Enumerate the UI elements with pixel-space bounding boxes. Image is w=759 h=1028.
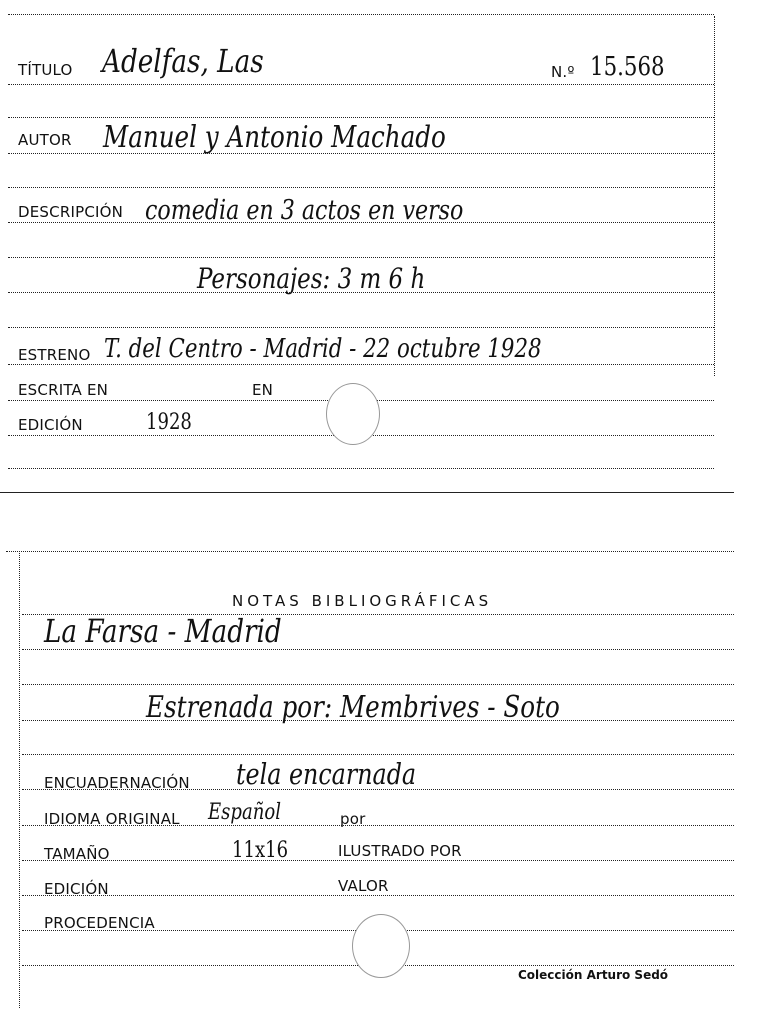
tamano-value: 11x16 (232, 838, 289, 863)
procedencia-label: PROCEDENCIA (44, 914, 155, 932)
edicion-label: EDICIÓN (44, 880, 109, 898)
notas-heading: NOTAS BIBLIOGRÁFICAS (232, 592, 493, 610)
ruled-line (8, 364, 714, 365)
por-label: por (340, 810, 366, 828)
edicion-label: EDICIÓN (18, 416, 83, 434)
card-top-border (6, 551, 734, 552)
ruled-line (22, 684, 734, 685)
ruled-line (8, 187, 714, 188)
idioma-original-value: Español (208, 800, 281, 825)
note-line-2: Estrenada por: Membrives - Soto (146, 690, 560, 725)
encuadernacion-value: tela encarnada (236, 757, 417, 791)
en-label: EN (252, 381, 274, 399)
ruled-line (22, 754, 734, 755)
ruled-line (8, 257, 714, 258)
ruled-line (8, 327, 714, 328)
personajes-value: Personajes: 3 m 6 h (197, 262, 426, 295)
idioma-original-label: IDIOMA ORIGINAL (44, 810, 180, 828)
ruled-line (8, 468, 714, 469)
valor-label: VALOR (338, 877, 389, 895)
card-top-border (8, 14, 714, 15)
encuadernacion-label: ENCUADERNACIÓN (44, 774, 190, 792)
estreno-label: ESTRENO (18, 346, 91, 364)
autor-value: Manuel y Antonio Machado (103, 120, 446, 155)
ruled-line (8, 84, 714, 85)
ruled-line (8, 117, 714, 118)
tamano-label: TAMAÑO (44, 845, 110, 863)
descripcion-label: DESCRIPCIÓN (18, 203, 124, 221)
autor-label: AUTOR (18, 131, 72, 149)
escrita-en-label: ESCRITA EN (18, 381, 109, 399)
numero-label: N.º (551, 63, 575, 81)
punch-hole (326, 383, 380, 445)
titulo-value: Adelfas, Las (102, 42, 264, 80)
ilustrado-por-label: ILUSTRADO POR (338, 842, 462, 860)
card-bottom-edge (0, 492, 734, 493)
punch-hole (352, 914, 410, 978)
numero-value: 15.568 (590, 52, 665, 82)
edicion-value: 1928 (146, 410, 192, 435)
ruled-line (22, 860, 734, 861)
card-left-border (19, 553, 20, 1008)
ruled-line (22, 895, 734, 896)
note-line-1: La Farsa - Madrid (44, 612, 282, 650)
titulo-label: TÍTULO (18, 61, 73, 79)
card-right-border (714, 16, 715, 376)
estreno-value: T. del Centro - Madrid - 22 octubre 1928 (104, 334, 542, 364)
descripcion-value: comedia en 3 actos en verso (145, 195, 464, 226)
collection-footer: Colección Arturo Sedó (518, 968, 669, 982)
